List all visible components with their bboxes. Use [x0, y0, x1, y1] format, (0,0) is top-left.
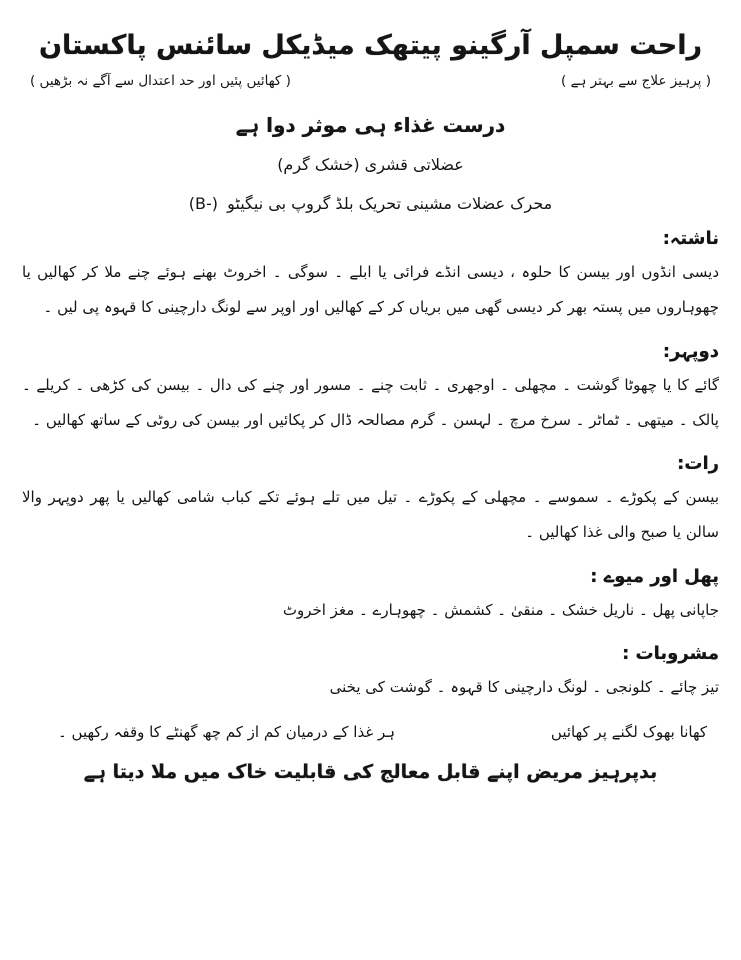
advice-row [22, 723, 719, 741]
main-heading: درست غذاء ہی موثر دوا ہے [235, 113, 506, 137]
dinner-body: بیسن کے پکوڑے ۔ سموسے ۔ مچھلی کے پکوڑے ۔ تیل میں تلے ہوئے تکے کباب شامی کھالیں یا پھر دوپہر والا سالن یا صبح والی غذا کھالیں ۔ [22, 488, 719, 542]
section-drinks [22, 643, 719, 705]
footer-warning: بدپرہیز مریض اپنے قابل معالج کی قابلیت خاک میں ملا دیتا ہے [83, 761, 658, 783]
section-lunch [22, 341, 719, 439]
blood-group-latin-text: (B-) [188, 194, 219, 213]
advice-eat-when-hungry: کھانا بھوک لگنے پر کھائیں [550, 723, 707, 741]
motto-left: ( کھائیں پئیں اور حد اعتدال سے آگے نہ بڑھیں ) [30, 73, 291, 89]
motto-right: ( پرہیز علاج سے بہتر ہے ) [561, 73, 711, 89]
fruits-heading: پھل اور میوے : [590, 565, 719, 587]
motto-row [22, 73, 719, 89]
fruits-body: جاپانی پھل ۔ ناریل خشک ۔ منقیٰ ۔ کشمش ۔ چھوہارے ۔ مغز اخروٹ [282, 600, 719, 619]
blood-group-urdu-text: محرک عضلات مشینی تحریک بلڈ گروپ بی نیگیٹو [227, 194, 553, 213]
lunch-heading: دوپہر: [662, 340, 719, 362]
document-title: راحت سمپل آرگینو پیتھک میڈیکل سائنس پاکستان [38, 30, 703, 61]
advice-meal-gap: ہر غذا کے درمیان کم از کم چھ گھنٹے کا وقفہ رکھیں ۔ [58, 723, 396, 741]
section-fruits [22, 566, 719, 628]
temperament-heading: عضلاتی قشری (خشک گرم) [277, 155, 464, 174]
dinner-heading: رات: [677, 453, 719, 474]
breakfast-body: دیسی انڈوں اور بیسن کا حلوہ ، دیسی انڈے فرائی یا ابلے ۔ سوگی ۔ اخروٹ بھنے ہوئے چنے ملا کر کھالیں یا چھوہاروں میں پستہ بھر کر دیسی گھی میں بریاں کر کے کھالیں اور اوپر سے لونگ دارچینی کا قہوہ پی لیں ۔ [22, 263, 719, 317]
section-dinner [22, 453, 719, 551]
section-breakfast [22, 228, 719, 326]
drinks-body: تیز چائے ۔ کلونجی ۔ لونگ دارچینی کا قہوہ ۔ گوشت کی یخنی [329, 677, 719, 696]
drinks-heading: مشروبات : [622, 642, 719, 664]
blood-group-heading [22, 194, 719, 213]
breakfast-heading: ناشتہ: [662, 228, 719, 249]
lunch-body: گائے کا یا چھوٹا گوشت ۔ مچھلی ۔ اوجھری ۔ ثابت چنے ۔ مسور اور چنے کی دال ۔ بیسن کی کڑھی ۔ کریلے ۔ پالک ۔ میتھی ۔ ٹماٹر ۔ سرخ مرچ ۔ لہسن ۔ گرم مصالحہ ڈال کر پکائیں اور بیسن کی روٹی کے ساتھ کھالیں ۔ [22, 375, 719, 429]
